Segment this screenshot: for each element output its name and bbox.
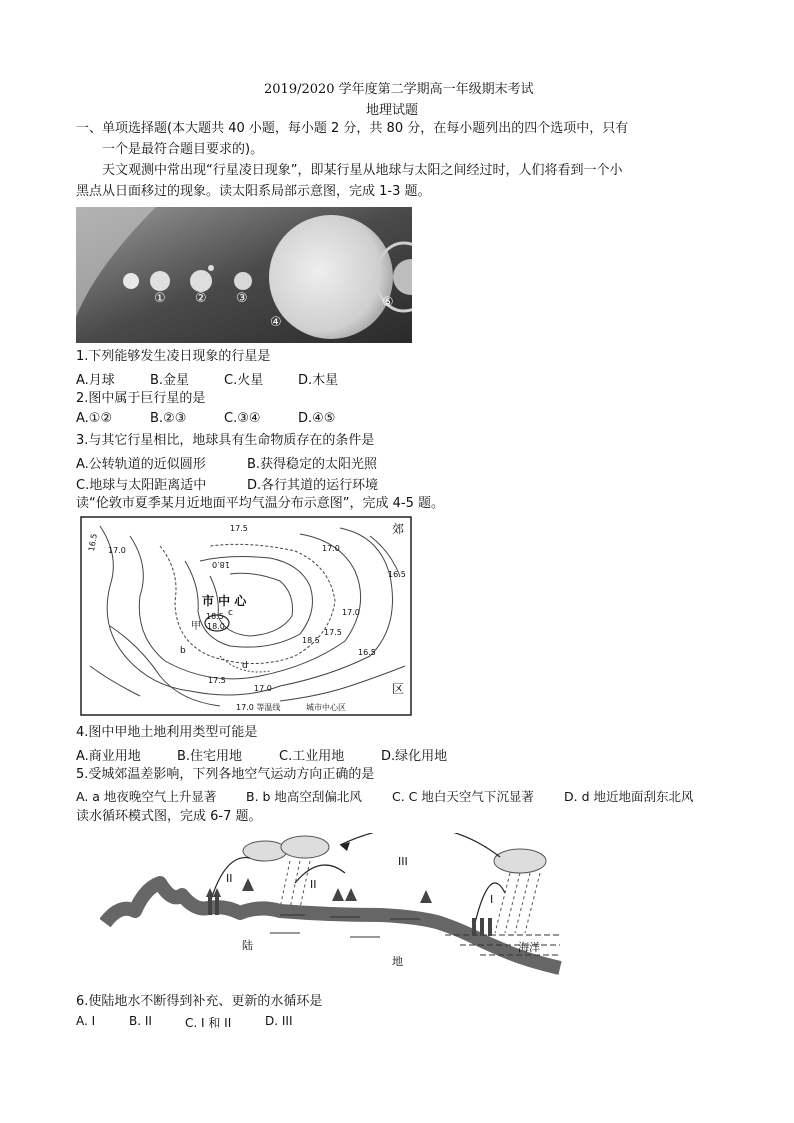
map-point-jia: 甲: [191, 621, 201, 632]
iso-label-6: 18.0: [207, 622, 225, 631]
iso-label-3: 17.5: [230, 524, 248, 533]
label-4: ④: [270, 315, 282, 330]
label-1: ①: [154, 291, 166, 306]
iso-label-8: 17.0: [342, 608, 360, 617]
iso-label-7: 17.5: [324, 628, 342, 637]
cycle-label-i: I: [490, 893, 494, 906]
q2-option-c: C.③④: [224, 411, 261, 426]
q4-option-a: A.商业用地: [76, 749, 141, 764]
q3-option-a: A.公转轨道的近似圆形: [76, 457, 206, 472]
q3-option-c: C.地球与太阳距离适中: [76, 478, 207, 493]
cycle-label-ii-right: II: [310, 878, 317, 891]
label-3: ③: [236, 291, 248, 306]
water-cycle-figure: [100, 833, 562, 983]
iso-label-13: 17.0: [254, 684, 272, 693]
solar-system-figure: [76, 207, 412, 343]
land-label-lu: 陆: [242, 939, 253, 952]
label-5: ⑤: [382, 295, 394, 310]
q1-option-b: B.金星: [150, 373, 190, 388]
map-point-d: d: [242, 661, 248, 671]
map-legend-isotherm: 17.0 等温线: [236, 703, 281, 712]
q1-option-d: D.木星: [298, 373, 339, 388]
label-2: ②: [195, 291, 207, 306]
iso-label-12: 16.5: [358, 648, 376, 657]
ocean-label: 海洋: [518, 941, 540, 954]
question-1-stem: 1.下列能够发生凌日现象的行星是: [76, 349, 271, 364]
iso-label-4: 18.0: [212, 560, 230, 569]
iso-label-5: 18.5: [206, 612, 224, 621]
iso-label-14: 17.5: [208, 676, 226, 685]
q3-option-d: D.各行其道的运行环境: [247, 478, 379, 493]
iso-label-2: 17.0: [108, 546, 126, 555]
question-6-stem: 6.使陆地水不断得到补充、更新的水循环是: [76, 994, 323, 1009]
map-point-b: b: [180, 646, 186, 656]
q6-option-d: D. III: [265, 1014, 293, 1028]
q4-option-d: D.绿化用地: [381, 749, 448, 764]
iso-label-11: 18.5: [302, 636, 320, 645]
map-legend-center: 城市中心区: [306, 703, 346, 712]
map-center-label: 市 中 心: [202, 594, 247, 608]
planet-mercury: [123, 273, 139, 289]
q2-option-a: A.①②: [76, 411, 113, 426]
q5-option-d: D. d 地近地面刮东北风: [564, 789, 694, 804]
intro-line-2: 黑点从日面移过的现象。读太阳系局部示意图，完成 1-3 题。: [76, 184, 431, 199]
cycle-label-iii: III: [398, 855, 408, 868]
intro-4-5: 读“伦敦市夏季某月近地面平均气温分布示意图”，完成 4-5 题。: [76, 496, 444, 511]
q6-option-c: C. I 和 II: [185, 1016, 232, 1030]
iso-label-10: 17.0: [322, 544, 340, 553]
land-label-di: 地: [392, 955, 403, 968]
q4-option-b: B.住宅用地: [177, 749, 243, 764]
q5-option-b: B. b 地高空刮偏北风: [246, 789, 362, 804]
question-3-stem: 3.与其它行星相比，地球具有生命物质存在的条件是: [76, 433, 375, 448]
planet-mars: [234, 272, 252, 290]
q6-option-b: B. II: [129, 1014, 152, 1028]
section-heading-cont: 一个是最符合题目要求的)。: [102, 142, 264, 157]
q6-option-a: A. I: [76, 1014, 96, 1028]
q5-option-c: C. C 地白天空气下沉显著: [392, 789, 534, 804]
q2-option-b: B.②③: [150, 411, 187, 426]
cycle-label-ii-left: II: [226, 872, 233, 885]
q5-option-a: A. a 地夜晚空气上升显著: [76, 789, 217, 804]
q1-option-c: C.火星: [224, 373, 264, 388]
map-suburb-label-top: 郊: [392, 522, 405, 536]
question-5-stem: 5.受城郊温差影响，下列各地空气运动方向正确的是: [76, 767, 375, 782]
exam-subject: 地理试题: [366, 103, 419, 118]
planet-jupiter: [269, 215, 393, 339]
q3-option-b: B.获得稳定的太阳光照: [247, 457, 378, 472]
question-2-stem: 2.图中属于巨行星的是: [76, 391, 206, 406]
section-heading: 一、单项选择题(本大题共 40 小题，每小题 2 分，共 80 分，在每小题列出的四个选项中，只有: [76, 121, 629, 136]
q1-option-a: A.月球: [76, 373, 115, 388]
q2-option-d: D.④⑤: [298, 411, 336, 426]
exam-title: 2019/2020 学年度第二学期高一年级期末考试: [264, 82, 534, 97]
map-suburb-label-bottom: 区: [392, 682, 405, 696]
iso-label-9: 16.5: [388, 570, 406, 579]
moon: [208, 265, 214, 271]
planet-venus: [150, 271, 170, 291]
q4-option-c: C.工业用地: [279, 749, 345, 764]
planet-earth: [190, 270, 212, 292]
map-point-c: c: [228, 608, 233, 618]
intro-line-1: 天文观测中常出现“行星凌日现象”，即某行星从地球与太阳之间经过时，人们将看到一个小: [102, 163, 623, 178]
intro-6-7: 读水循环模式图，完成 6-7 题。: [76, 809, 262, 824]
question-4-stem: 4.图中甲地土地利用类型可能是: [76, 725, 258, 740]
iso-label-1: 16.5: [86, 532, 99, 553]
london-temperature-map: [80, 516, 412, 716]
